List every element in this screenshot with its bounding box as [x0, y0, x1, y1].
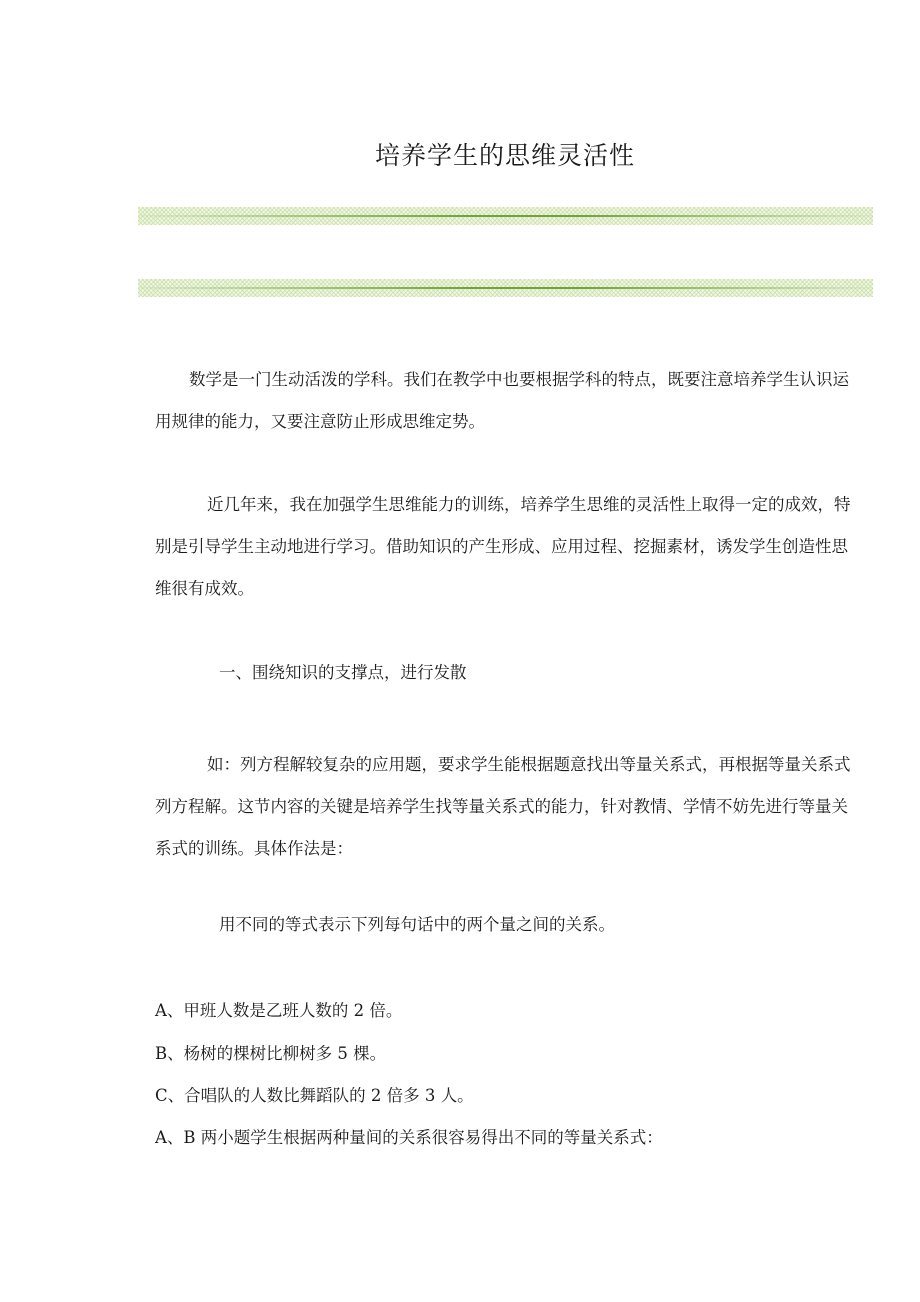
experience-paragraph: 近几年来，我在加强学生思维能力的训练，培养学生思维的灵活性上取得一定的成效，特别是引导学生主动地进行学习。借助知识的产生形成、应用过程、挖掘素材，诱发学生创造性思维很有成效。: [155, 495, 851, 598]
list-item: A、甲班人数是乙班人数的 2 倍。: [155, 1001, 403, 1020]
example-paragraph: 如：列方程解较复杂的应用题，要求学生能根据题意找出等量关系式，再根据等量关系式列方程解。这节内容的关键是培养学生找等量关系式的能力，针对教情、学情不妨先进行等量关系式的训练。具体作法是：: [155, 755, 851, 858]
list-item: C、合唱队的人数比舞蹈队的 2 倍多 3 人。: [155, 1086, 474, 1105]
decorative-divider-top: [138, 207, 873, 225]
section-heading: 一、围绕知识的支撑点，进行发散: [219, 663, 467, 682]
list-item: B、杨树的棵树比柳树多 5 棵。: [155, 1044, 387, 1063]
document-title: 培养学生的思维灵活性: [374, 141, 635, 170]
intro-paragraph: 数学是一门生动活泼的学科。我们在教学中也要根据学科的特点，既要注意培养学生认识运用规律的能力，又要注意防止形成思维定势。: [155, 370, 849, 431]
decorative-divider-bottom: [138, 279, 873, 297]
list-item: A、B 两小题学生根据两种量间的关系很容易得出不同的等量关系式：: [155, 1128, 663, 1147]
task-instruction: 用不同的等式表示下列每句话中的两个量之间的关系。: [219, 915, 615, 934]
